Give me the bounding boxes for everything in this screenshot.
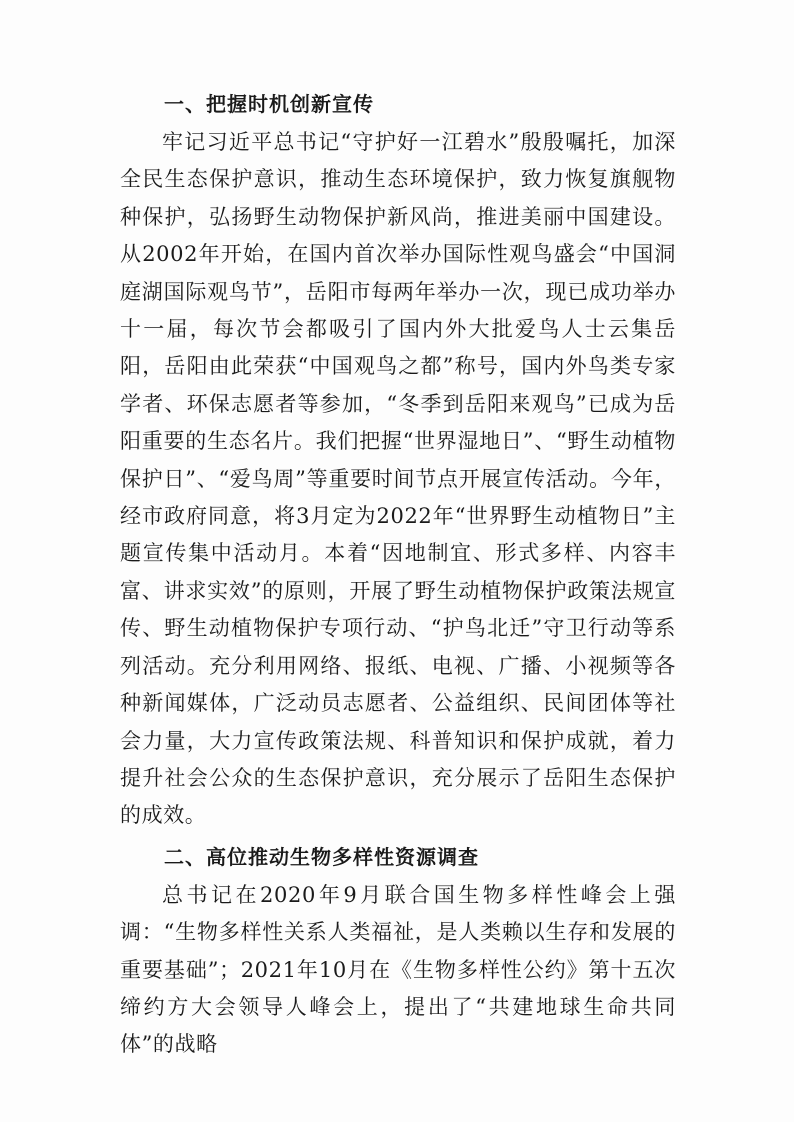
- section-heading-2: 二、高位推动生物多样性资源调查: [164, 844, 479, 869]
- section-heading-1: 一、把握时机创新宣传: [164, 92, 374, 116]
- section-paragraph-2: 总书记在2020年9月联合国生物多样性峰会上强调：“生物多样性关系人类福祉，是人类赖以生存和发展的重要基础”；2021年10月在《生物多样性公约》第十五次缔约方大会领导人峰会上，提出了“共建地球生命共同体”的战略: [120, 882, 676, 1057]
- section-paragraph-1: 牢记习近平总书记“守护好一江碧水”殷殷嘱托，加深全民生态保护意识，推动生态环境保护，致力恢复旗舰物种保护，弘扬野生动物保护新风尚，推进美丽中国建设。从2002年开始，在国内首次举办国际性观鸟盛会“中国洞庭湖国际观鸟节”，岳阳市每两年举办一次，现已成功举办十一届，每次节会都吸引了国内外大批爱鸟人士云集岳阳，岳阳由此荣获“中国观鸟之都”称号，国内外鸟类专家学者、环保志愿者等参加，“冬季到岳阳来观鸟”已成为岳阳重要的生态名片。我们把握“世界湿地日”、“野生动植物保护日”、“爱鸟周”等重要时间节点开展宣传活动。今年，经市政府同意，将3月定为2022年“世界野生动植物日”主题宣传集中活动月。本着“因地制宜、形式多样、内容丰富、讲求实效”的原则，开展了野生动植物保护政策法规宣传、野生动植物保护专项行动、“护鸟北迁”守卫行动等系列活动。充分利用网络、报纸、电视、广播、小视频等各种新闻媒体，广泛动员志愿者、公益组织、民间团体等社会力量，大力宣传政策法规、科普知识和保护成就，着力提升社会公众的生态保护意识，充分展示了岳阳生态保护的成效。: [120, 130, 676, 828]
- document-body: [120, 84, 676, 1064]
